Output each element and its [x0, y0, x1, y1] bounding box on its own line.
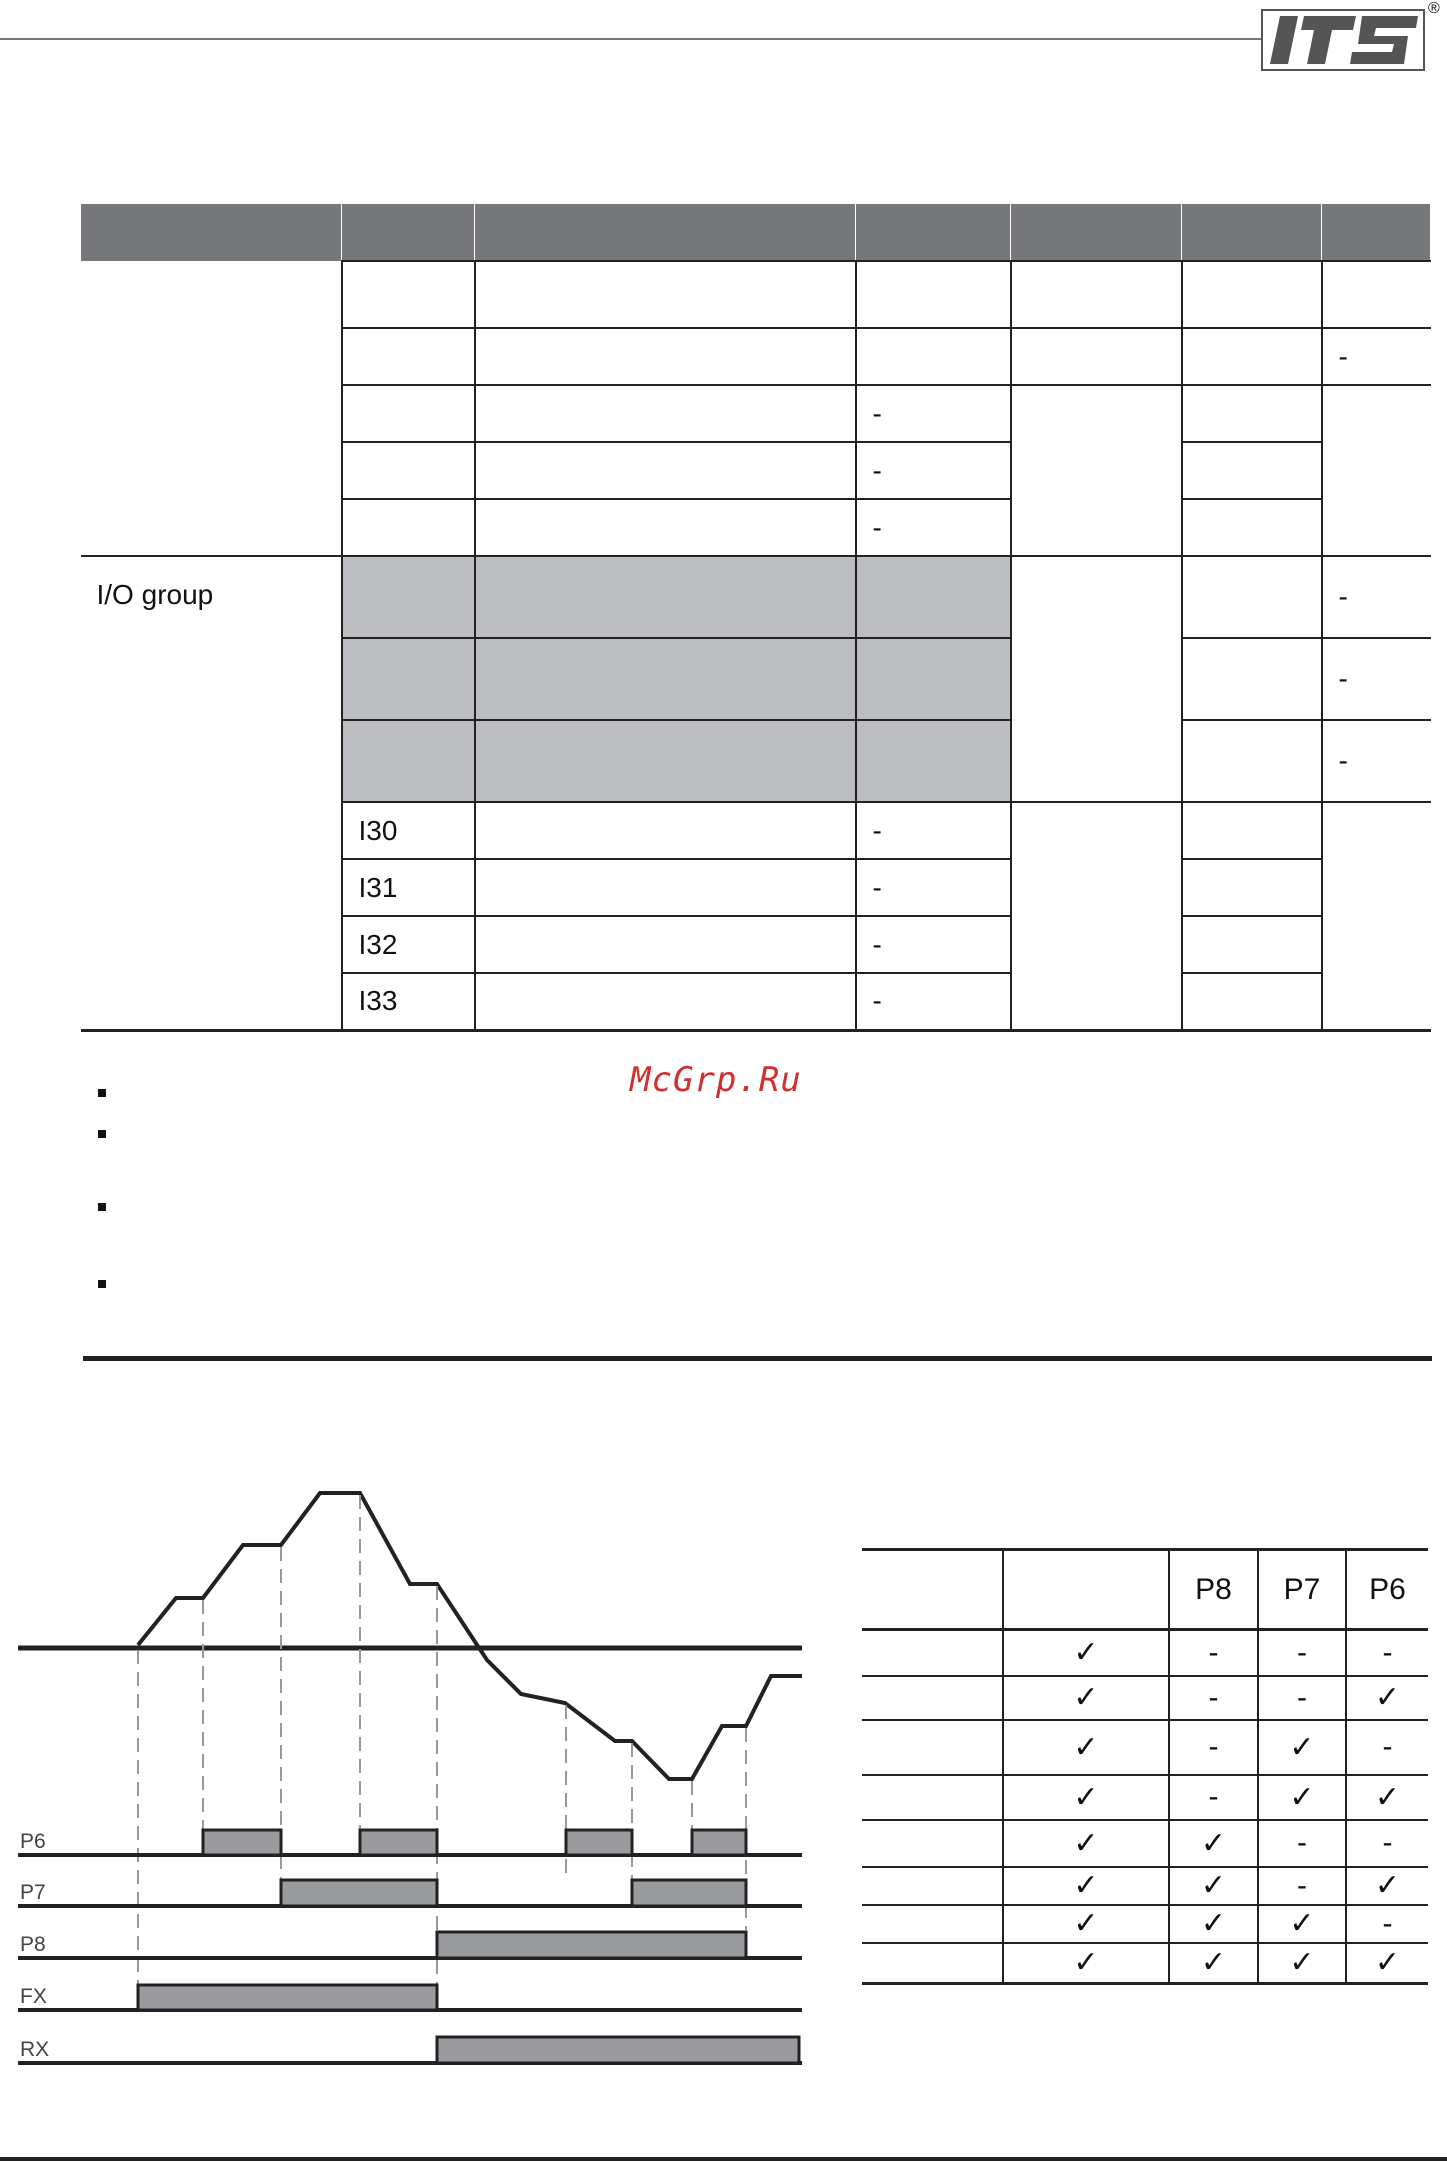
header-cell [862, 1550, 1003, 1630]
name-cell [475, 556, 856, 638]
p8-pulse [437, 1932, 746, 1958]
default-cell [1182, 442, 1322, 499]
unit-cell: - [1322, 556, 1431, 638]
code-cell: I30 [342, 802, 475, 859]
code-cell [342, 385, 475, 442]
p6-cell: ✓ [1346, 1867, 1428, 1905]
default-cell [1182, 385, 1322, 442]
p7-cell: ✓ [1258, 1720, 1346, 1775]
header-cell [81, 204, 342, 261]
header-cell [1003, 1550, 1169, 1630]
value-cell [856, 638, 1011, 720]
default-cell [1182, 556, 1322, 638]
footer-rule [0, 2157, 1447, 2161]
p8-cell: - [1169, 1720, 1258, 1775]
code-cell [342, 499, 475, 556]
bullet-marker [98, 1130, 106, 1138]
p8-cell: - [1169, 1676, 1258, 1720]
table-row [862, 1867, 1428, 1905]
table-row [81, 261, 1431, 328]
code-cell: I32 [342, 916, 475, 973]
table-row [862, 1820, 1428, 1867]
p6-pulse [203, 1830, 281, 1855]
fx-pulse [138, 1985, 437, 2010]
p6-cell: - [1346, 1820, 1428, 1867]
guide-lines [138, 1495, 746, 1992]
table-row [862, 1630, 1428, 1676]
group-label: I/O group [81, 556, 342, 1030]
check-cell: ✓ [1003, 1775, 1169, 1820]
name-cell [475, 802, 856, 859]
code-cell [342, 720, 475, 802]
name-cell [475, 442, 856, 499]
header-rule [0, 38, 1262, 40]
check-cell: ✓ [1003, 1720, 1169, 1775]
p7-cell: ✓ [1258, 1905, 1346, 1943]
p7-cell: ✓ [1258, 1943, 1346, 1984]
p8-cell: - [1169, 1630, 1258, 1676]
check-cell: ✓ [1003, 1905, 1169, 1943]
value-cell [856, 261, 1011, 328]
name-cell [475, 859, 856, 916]
p6-cell: ✓ [1346, 1676, 1428, 1720]
p6-cell: ✓ [1346, 1775, 1428, 1820]
p6-cell: - [1346, 1720, 1428, 1775]
group-cell-blank [81, 261, 342, 556]
value-cell [856, 556, 1011, 638]
header-cell [1182, 204, 1322, 261]
value-cell: - [856, 442, 1011, 499]
signal-label-fx: FX [20, 1985, 47, 2008]
name-cell [475, 328, 856, 385]
table-row [862, 1905, 1428, 1943]
unit-cell-merged [1322, 802, 1431, 1030]
default-cell [1182, 638, 1322, 720]
code-cell: I33 [342, 973, 475, 1030]
default-cell [1182, 916, 1322, 973]
speed-curve [138, 1493, 802, 1779]
table-row [862, 1676, 1428, 1720]
p6-cell: - [1346, 1630, 1428, 1676]
speed-cell [862, 1775, 1003, 1820]
header-cell [1322, 204, 1431, 261]
table-header-row [81, 204, 1431, 261]
unit-cell: - [1322, 638, 1431, 720]
value-cell: - [856, 859, 1011, 916]
signal-label-p6: P6 [20, 1830, 46, 1853]
check-cell: ✓ [1003, 1867, 1169, 1905]
p7-cell: - [1258, 1867, 1346, 1905]
default-cell [1182, 499, 1322, 556]
speed-cell [862, 1676, 1003, 1720]
value-cell: - [856, 973, 1011, 1030]
default-cell [1182, 261, 1322, 328]
range-cell-merged [1011, 556, 1182, 802]
name-cell [475, 973, 856, 1030]
default-cell [1182, 720, 1322, 802]
name-cell [475, 916, 856, 973]
header-p7: P7 [1258, 1550, 1346, 1630]
rx-pulse [437, 2037, 799, 2063]
p7-cell: ✓ [1258, 1775, 1346, 1820]
speed-cell [862, 1630, 1003, 1676]
p7-pulse [632, 1880, 746, 1906]
value-cell [856, 328, 1011, 385]
table-row [862, 1775, 1428, 1820]
value-cell: - [856, 499, 1011, 556]
speed-table-header [862, 1550, 1428, 1630]
unit-cell: - [1322, 720, 1431, 802]
name-cell [475, 638, 856, 720]
bullet-marker [98, 1280, 106, 1288]
code-cell [342, 328, 475, 385]
p8-cell: ✓ [1169, 1943, 1258, 1984]
header-p8: P8 [1169, 1550, 1258, 1630]
range-cell-merged [1011, 385, 1182, 556]
range-cell [1011, 328, 1182, 385]
p6-pulse [692, 1830, 746, 1855]
value-cell: - [856, 802, 1011, 859]
registered-mark: ® [1428, 0, 1440, 17]
value-cell: - [856, 916, 1011, 973]
speed-cell [862, 1905, 1003, 1943]
name-cell [475, 720, 856, 802]
header-cell [856, 204, 1011, 261]
name-cell [475, 385, 856, 442]
p6-pulse [566, 1830, 632, 1855]
p6-pulse [360, 1830, 437, 1855]
speed-cell [862, 1720, 1003, 1775]
speed-selection-table [862, 1548, 1428, 1985]
name-cell [475, 499, 856, 556]
unit-cell-merged [1322, 385, 1431, 556]
code-cell [342, 638, 475, 720]
header-cell [475, 204, 856, 261]
p8-cell: ✓ [1169, 1905, 1258, 1943]
speed-cell [862, 1867, 1003, 1905]
signal-label-p8: P8 [20, 1933, 46, 1956]
table-row [862, 1943, 1428, 1984]
p7-cell: - [1258, 1676, 1346, 1720]
name-cell [475, 261, 856, 328]
default-cell [1182, 328, 1322, 385]
check-cell: ✓ [1003, 1820, 1169, 1867]
header-cell [1011, 204, 1182, 261]
p7-cell: - [1258, 1630, 1346, 1676]
bullet-marker [98, 1203, 106, 1211]
unit-cell [1322, 261, 1431, 328]
value-cell [856, 720, 1011, 802]
table-row [862, 1720, 1428, 1775]
bullet-marker [98, 1089, 106, 1097]
check-cell: ✓ [1003, 1630, 1169, 1676]
header-p6: P6 [1346, 1550, 1428, 1630]
value-cell: - [856, 385, 1011, 442]
section-rule [83, 1356, 1432, 1361]
parameter-table [80, 204, 1431, 1032]
signal-label-rx: RX [20, 2038, 50, 2061]
signal-label-p7: P7 [20, 1881, 46, 1904]
default-cell [1182, 802, 1322, 859]
p8-cell: - [1169, 1775, 1258, 1820]
code-cell [342, 442, 475, 499]
speed-cell [862, 1943, 1003, 1984]
code-cell [342, 556, 475, 638]
p6-cell: ✓ [1346, 1943, 1428, 1984]
header-cell [342, 204, 475, 261]
code-cell [342, 261, 475, 328]
p7-cell: - [1258, 1820, 1346, 1867]
company-logo [1258, 6, 1428, 74]
range-cell-merged [1011, 802, 1182, 1030]
code-cell: I31 [342, 859, 475, 916]
unit-cell: - [1322, 328, 1431, 385]
check-cell: ✓ [1003, 1676, 1169, 1720]
range-cell [1011, 261, 1182, 328]
default-cell [1182, 973, 1322, 1030]
p8-cell: ✓ [1169, 1820, 1258, 1867]
multistep-timing-diagram [0, 1470, 820, 2090]
table-row [81, 556, 1431, 638]
speed-cell [862, 1820, 1003, 1867]
watermark-text: McGrp.Ru [630, 1060, 802, 1100]
p7-pulse [281, 1880, 437, 1906]
p6-cell: - [1346, 1905, 1428, 1943]
default-cell [1182, 859, 1322, 916]
check-cell: ✓ [1003, 1943, 1169, 1984]
p8-cell: ✓ [1169, 1867, 1258, 1905]
